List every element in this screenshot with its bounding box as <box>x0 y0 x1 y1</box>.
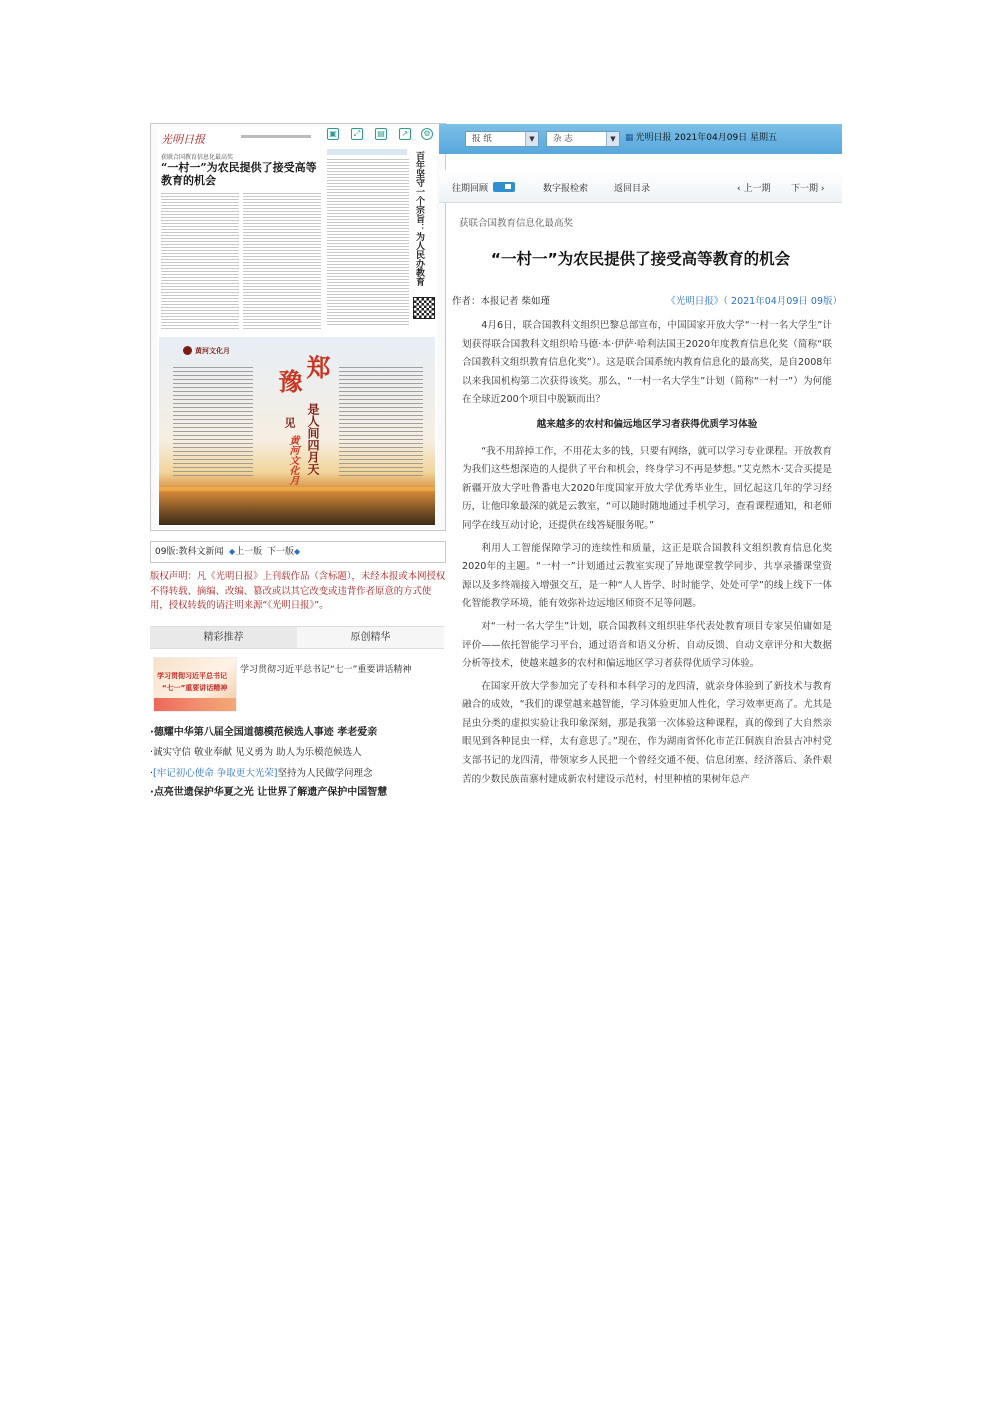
page-body-column <box>243 193 321 331</box>
chevron-right-icon: › <box>818 184 825 194</box>
feature-image-text: 学习贯彻习近平总书记 <box>157 672 227 680</box>
back-to-contents-link[interactable]: 返回目录 <box>614 184 651 194</box>
newspaper-page-viewer[interactable] <box>150 123 446 531</box>
diamond-icon: ◆ <box>294 547 301 556</box>
chevron-down-icon: ▼ <box>606 132 619 146</box>
page-navigation-bar <box>150 541 446 563</box>
calendar-picker-icon[interactable] <box>493 182 515 192</box>
article-source: 《光明日报》（ 2021年04月09日 09版） <box>666 296 842 307</box>
article-paragraph: 4月6日，联合国教科文组织巴黎总部宣布，中国国家开放大学“一村一名大学生”计划获得联合国教科文组织哈马德·本·伊萨·哈利法国王2020年度教育信息化奖（简称“联合国教科文组织教育信息化奖”）。这是联合国系统内教育信息化的最高奖，是自2008年以来我国机构第二次获得该奖。那么，“一村一名大学生”计划（简称“一村一”）为何能在全球近200个项目中脱颖而出？ <box>462 320 832 406</box>
tab-original[interactable]: 原创精华 <box>297 627 444 648</box>
news-list-item[interactable]: ·[牢记初心使命 争取更大光荣]坚持为人民做学问理念 <box>150 768 373 779</box>
advertisement-banner[interactable] <box>159 337 435 525</box>
brand-logo-icon <box>183 346 192 355</box>
article-kicker: 获联合国教育信息化最高奖 <box>459 218 574 229</box>
site-header-bar <box>439 124 842 154</box>
side-story-label <box>327 149 407 155</box>
issue-navigation <box>439 170 842 203</box>
ad-text-block <box>339 367 423 479</box>
ad-slogan: 见 <box>283 417 296 428</box>
ad-slogan: 是人间四月天 <box>306 403 320 475</box>
ad-big-char: 豫 <box>274 369 303 393</box>
tab-featured[interactable]: 精彩推荐 <box>150 627 297 648</box>
feature-image-text: “七一”重要讲话精神 <box>162 684 228 692</box>
news-tag-link[interactable]: [牢记初心使命 争取更大光荣] <box>153 768 278 779</box>
calendar-icon: ▦ <box>625 133 634 143</box>
page-story-headline[interactable]: “一村一”为农民提供了接受高等教育的机会 <box>161 161 317 187</box>
save-icon[interactable]: ▤ <box>375 128 387 140</box>
page-story-kicker: 获联合国教育信息化最高奖 <box>161 154 234 161</box>
news-list-clip <box>150 782 448 798</box>
copyright-notice: 版权声明：凡《光明日报》上刊载作品（含标题），未经本报或本网授权不得转载、摘编、改编、篡改或以其它改变或违背作者原意的方式使用，授权转载的请注明来源“《光明日报》”。 <box>150 571 446 611</box>
article-paragraph: “我不用辞掉工作，不用花太多的钱，只要有网络，就可以学习专业课程。开放教育为我们这些想深造的人提供了平台和机会，终身学习不再是梦想。”艾克然木·艾合买提是新疆开放大学吐鲁番电大2020年度国家开放大学优秀毕业生，回忆起这几年的学习经历，让他印象最深的就是云教室，“可以随时随地通过手机学习，查看课程通知，和老师同学在线互动讨论，还提供在线答疑服务呢。” <box>462 445 832 531</box>
chevron-left-icon: ‹ <box>737 184 744 194</box>
article-author: 作者：本报记者 柴如瑾 <box>452 296 551 307</box>
share-icon[interactable]: ↗ <box>399 128 411 140</box>
ad-big-char: 郑 <box>302 355 331 379</box>
news-list-item[interactable]: ·点亮世遗保护华夏之光 让世界了解遗产保护中国智慧 <box>150 787 388 798</box>
sunset-horizon <box>159 487 435 491</box>
prev-page-link[interactable]: ◆上一版 <box>229 547 263 557</box>
newspaper-select[interactable]: 报 纸 ▼ <box>465 131 539 147</box>
feature-image-ribbon <box>154 698 236 711</box>
feature-image[interactable] <box>153 657 237 712</box>
ad-slogan: 黄河文化月 <box>287 435 298 485</box>
search-link[interactable]: 数字报检索 <box>543 184 589 194</box>
ad-text-block <box>173 367 253 479</box>
news-list-item[interactable]: ·诚实守信 敬业奉献 见义勇为 助人为乐模范候选人 <box>150 747 362 758</box>
issue-date: ▦ 光明日报 2021年04月09日 星期五 <box>625 133 778 143</box>
page-vertical-headline[interactable]: 百年坚守一个宗旨：为人民办教育 <box>414 151 424 286</box>
article-paragraph: 对“一村一名大学生”计划，联合国教科文组织驻华代表处教育项目专家吴伯庸如是评价——依托智能学习平台，通过语音和语义分析、自动反馈、自动文章评分和大数据分析等技术，使越来越多的农村和偏远地区学习者获得优质学习体验。 <box>462 620 832 670</box>
article-paragraph: 在国家开放大学参加完了专科和本科学习的龙四清，就亲身体验到了新技术与教育融合的成效，“我们的课堂越来越智能，学习体验更加人性化，学习效率更高了。尤其是昆虫分类的虚拟实验让我印象深刻，那是我第一次体验这种课程，真的像到了大自然亲眼见到各种昆虫一样，太有意思了。”现在，作为湖南省怀化市芷江侗族自治县古冲村党支部书记的龙四清，带领家乡人民把一个曾经交通不便、信息闭塞、经济落后、条件艰苦的少数民族苗寨村建成新农村建设示范村，村里种植的果树年总产 <box>462 680 832 785</box>
qr-code-icon <box>413 297 435 319</box>
chevron-down-icon: ▼ <box>525 132 538 146</box>
fullscreen-icon[interactable]: ⤢ <box>351 128 363 140</box>
magazine-select[interactable]: 杂 志 ▼ <box>546 131 620 147</box>
page-body-column <box>327 159 409 327</box>
settings-icon[interactable]: ⚙ <box>421 128 433 140</box>
newspaper-masthead: 光明日报 <box>161 133 205 146</box>
news-list-item[interactable]: ·德耀中华第八届全国道德模范候选人事迹 孝老爱亲 <box>150 727 378 738</box>
diamond-icon: ◆ <box>229 547 236 556</box>
newspaper-page-thumbnail[interactable] <box>157 127 437 527</box>
next-page-link[interactable]: 下一版◆ <box>267 547 301 557</box>
page-body-column <box>161 193 239 331</box>
fit-width-icon[interactable]: ▣ <box>327 128 339 140</box>
feature-caption-link[interactable]: 学习贯彻习近平总书记“七一”重要讲话精神 <box>240 665 412 675</box>
article-paragraph: 利用人工智能保障学习的连续性和质量，这正是联合国教科文组织教育信息化奖2020年的主题。“一村一”计划通过云教室实现了异地课堂教学同步、共享录播课堂资源以及多终端接入增强交互，是一种“人人皆学、时时能学、处处可学”的线上线下一体化智能教学环境，能有效弥补边远地区师资不足等问题。 <box>462 542 832 610</box>
article-body <box>462 317 832 789</box>
past-issues-link[interactable]: 往期回顾 <box>452 184 489 194</box>
masthead-date-line <box>241 135 311 138</box>
current-page-label[interactable]: 09版:教科文新闻 <box>155 547 224 557</box>
recommend-tabs <box>150 626 444 649</box>
next-issue-link[interactable]: 下一期 › <box>791 184 825 194</box>
article-subheading: 越来越多的农村和偏远地区学习者获得优质学习体验 <box>536 418 758 430</box>
ad-brand: 黄河文化月 <box>195 347 230 355</box>
article-title: “一村一”为农民提供了接受高等教育的机会 <box>490 250 791 268</box>
prev-issue-link[interactable]: ‹ 上一期 <box>737 184 771 194</box>
